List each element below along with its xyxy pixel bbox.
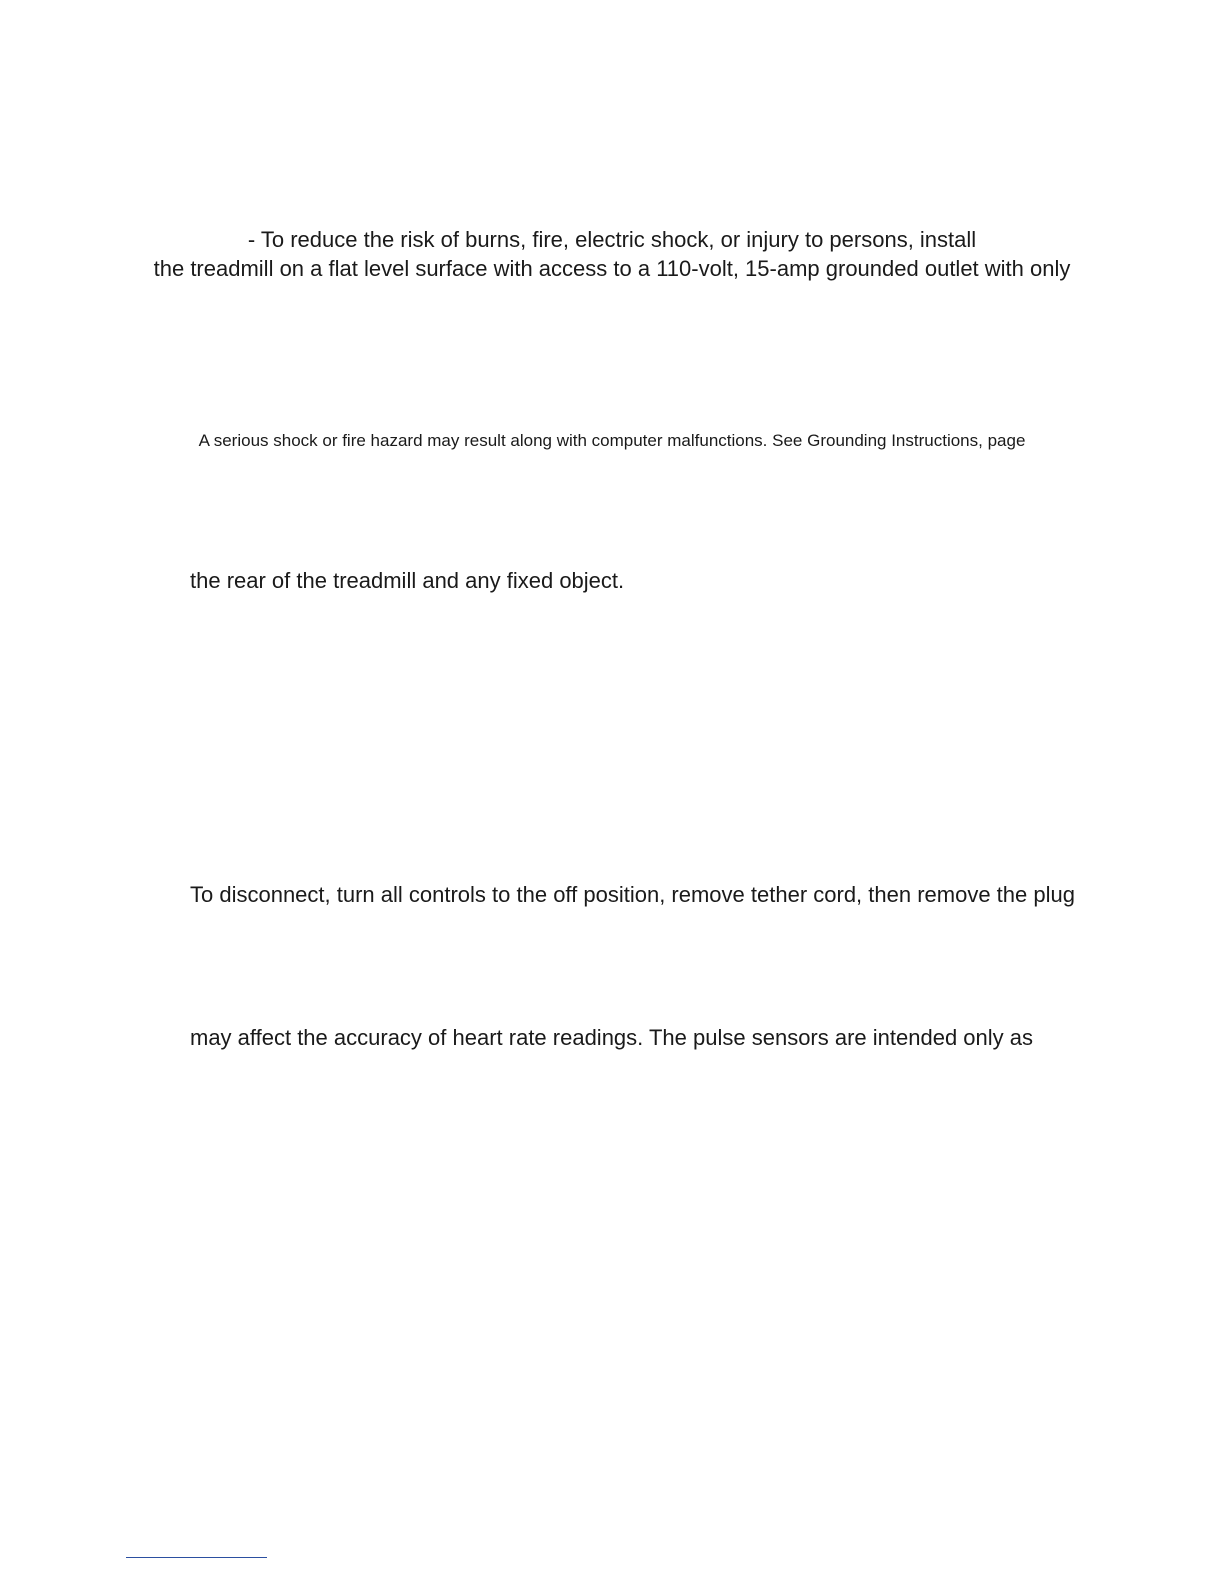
footnote-divider — [126, 1557, 267, 1558]
safety-text-line-2: the treadmill on a flat level surface with access to a 110-volt, 15-amp grounded outlet with only — [153, 256, 1071, 281]
safety-text-line-1: - To reduce the risk of burns, fire, electric shock, or injury to persons, install — [247, 227, 977, 252]
safety-text-line-6: may affect the accuracy of heart rate readings. The pulse sensors are intended only as — [190, 1025, 1034, 1050]
safety-text-line-4: the rear of the treadmill and any fixed object. — [190, 568, 625, 593]
safety-text-line-5: To disconnect, turn all controls to the off position, remove tether cord, then remove the plug — [190, 882, 1075, 907]
safety-text-line-3: A serious shock or fire hazard may result along with computer malfunctions. See Grounding Instructions, page — [198, 431, 1026, 450]
